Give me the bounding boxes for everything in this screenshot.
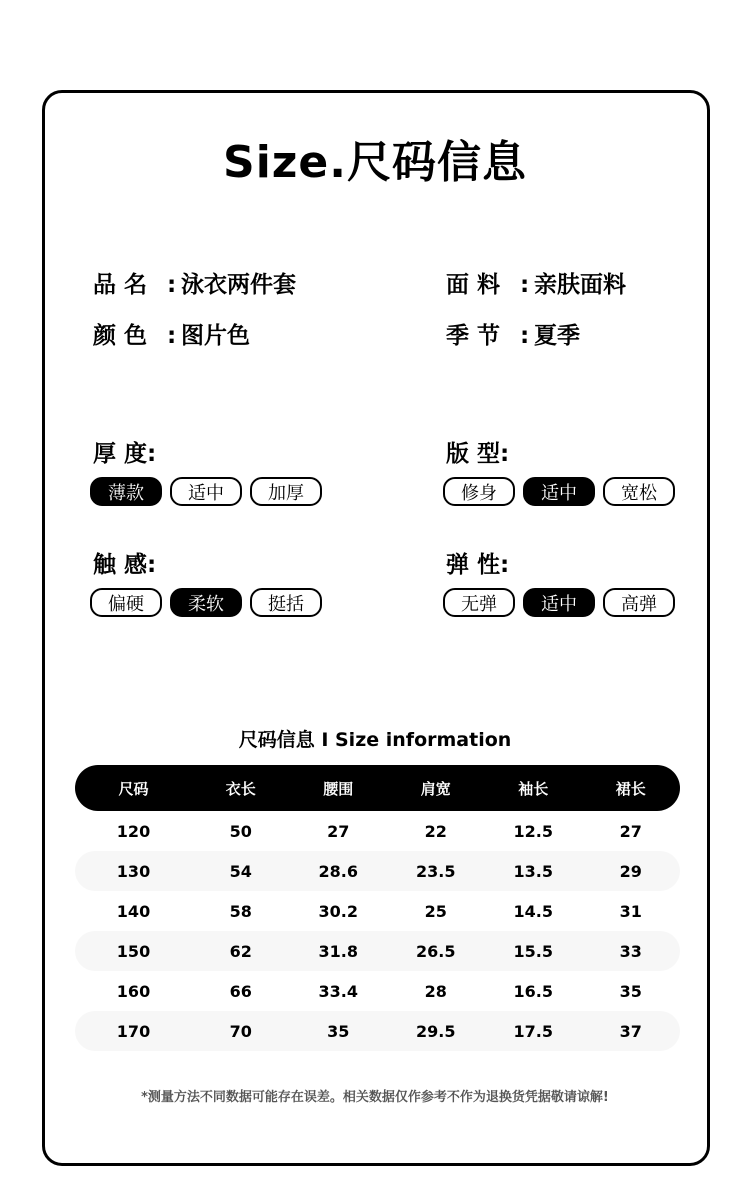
fabric-row: 面 料 : 亲肤面料 bbox=[446, 266, 626, 299]
size-table-header bbox=[75, 765, 680, 811]
elasticity-option-none[interactable]: 无弹 bbox=[443, 588, 515, 617]
elasticity-options bbox=[443, 588, 675, 617]
fit-title: 版 型: bbox=[446, 441, 510, 467]
table-cell: 14.5 bbox=[513, 901, 553, 921]
thickness-option-medium[interactable]: 适中 bbox=[170, 477, 242, 506]
elasticity-option-medium[interactable]: 适中 bbox=[523, 588, 595, 617]
table-cell: 13.5 bbox=[513, 861, 553, 881]
header-sleeve: 袖长 bbox=[518, 779, 549, 798]
table-cell: 66 bbox=[229, 981, 252, 1001]
header-length: 衣长 bbox=[225, 779, 256, 798]
color-label: 颜 色 bbox=[93, 323, 148, 349]
table-cell: 22 bbox=[424, 821, 447, 841]
table-cell: 70 bbox=[229, 1021, 252, 1041]
fabric-label: 面 料 bbox=[446, 272, 501, 298]
disclaimer-footnote: *测量方法不同数据可能存在误差。相关数据仅作参考不作为退换货凭据敬请谅解! bbox=[141, 1090, 609, 1105]
touch-title: 触 感: bbox=[93, 552, 157, 578]
table-cell: 12.5 bbox=[513, 821, 553, 841]
fit-option-loose[interactable]: 宽松 bbox=[603, 477, 675, 506]
table-cell: 58 bbox=[229, 901, 252, 921]
product-name-label: 品 名 bbox=[93, 272, 148, 298]
table-row bbox=[75, 931, 680, 971]
table-cell: 50 bbox=[229, 821, 252, 841]
fit-options bbox=[443, 477, 675, 506]
thickness-option-thin[interactable]: 薄款 bbox=[90, 477, 162, 506]
table-cell: 54 bbox=[229, 861, 252, 881]
table-cell: 29.5 bbox=[416, 1021, 456, 1041]
season-value: 夏季 bbox=[534, 323, 580, 349]
table-cell: 37 bbox=[619, 1021, 642, 1041]
table-cell: 35 bbox=[327, 1021, 350, 1041]
table-row bbox=[75, 891, 680, 931]
table-cell: 150 bbox=[116, 941, 151, 961]
page-title: Size.尺码信息 bbox=[223, 137, 527, 188]
table-cell: 140 bbox=[116, 901, 151, 921]
thickness-option-thick[interactable]: 加厚 bbox=[250, 477, 322, 506]
elasticity-option-high[interactable]: 高弹 bbox=[603, 588, 675, 617]
fit-option-regular[interactable]: 适中 bbox=[523, 477, 595, 506]
table-cell: 27 bbox=[619, 821, 642, 841]
table-cell: 28.6 bbox=[318, 861, 358, 881]
header-skirt: 裙长 bbox=[615, 779, 646, 798]
table-cell: 26.5 bbox=[416, 941, 456, 961]
touch-option-hard[interactable]: 偏硬 bbox=[90, 588, 162, 617]
season-label: 季 节 bbox=[446, 323, 501, 349]
size-table bbox=[75, 765, 680, 1051]
header-waist: 腰围 bbox=[323, 779, 354, 798]
table-cell: 28 bbox=[424, 981, 447, 1001]
thickness-title: 厚 度: bbox=[93, 441, 157, 467]
color-value: 图片色 bbox=[181, 323, 250, 349]
table-row bbox=[75, 851, 680, 891]
season-row: 季 节 : 夏季 bbox=[446, 317, 580, 350]
color-row: 颜 色 : 图片色 bbox=[93, 317, 250, 350]
thickness-options bbox=[90, 477, 322, 506]
table-cell: 62 bbox=[229, 941, 252, 961]
elasticity-title: 弹 性: bbox=[446, 552, 510, 578]
table-cell: 25 bbox=[424, 901, 447, 921]
table-cell: 33 bbox=[619, 941, 642, 961]
table-row bbox=[75, 971, 680, 1011]
table-cell: 120 bbox=[116, 821, 151, 841]
header-size: 尺码 bbox=[118, 779, 149, 798]
table-cell: 27 bbox=[327, 821, 350, 841]
fit-option-slim[interactable]: 修身 bbox=[443, 477, 515, 506]
touch-option-soft[interactable]: 柔软 bbox=[170, 588, 242, 617]
table-cell: 35 bbox=[619, 981, 642, 1001]
table-cell: 160 bbox=[116, 981, 151, 1001]
table-row bbox=[75, 1011, 680, 1051]
size-table-title: 尺码信息 I Size information bbox=[238, 729, 512, 751]
table-cell: 130 bbox=[116, 861, 151, 881]
product-name-row: 品 名 : 泳衣两件套 bbox=[93, 266, 296, 299]
header-shoulder: 肩宽 bbox=[420, 779, 451, 798]
table-row bbox=[75, 811, 680, 851]
product-name-value: 泳衣两件套 bbox=[181, 272, 296, 298]
touch-options bbox=[90, 588, 322, 617]
table-cell: 30.2 bbox=[318, 901, 358, 921]
table-cell: 31.8 bbox=[318, 941, 358, 961]
table-cell: 23.5 bbox=[416, 861, 456, 881]
table-cell: 170 bbox=[116, 1021, 151, 1041]
table-cell: 16.5 bbox=[513, 981, 553, 1001]
table-cell: 29 bbox=[619, 861, 642, 881]
fabric-value: 亲肤面料 bbox=[534, 272, 626, 298]
table-cell: 31 bbox=[619, 901, 642, 921]
table-cell: 33.4 bbox=[318, 981, 358, 1001]
table-cell: 17.5 bbox=[513, 1021, 553, 1041]
table-cell: 15.5 bbox=[513, 941, 553, 961]
touch-option-crisp[interactable]: 挺括 bbox=[250, 588, 322, 617]
